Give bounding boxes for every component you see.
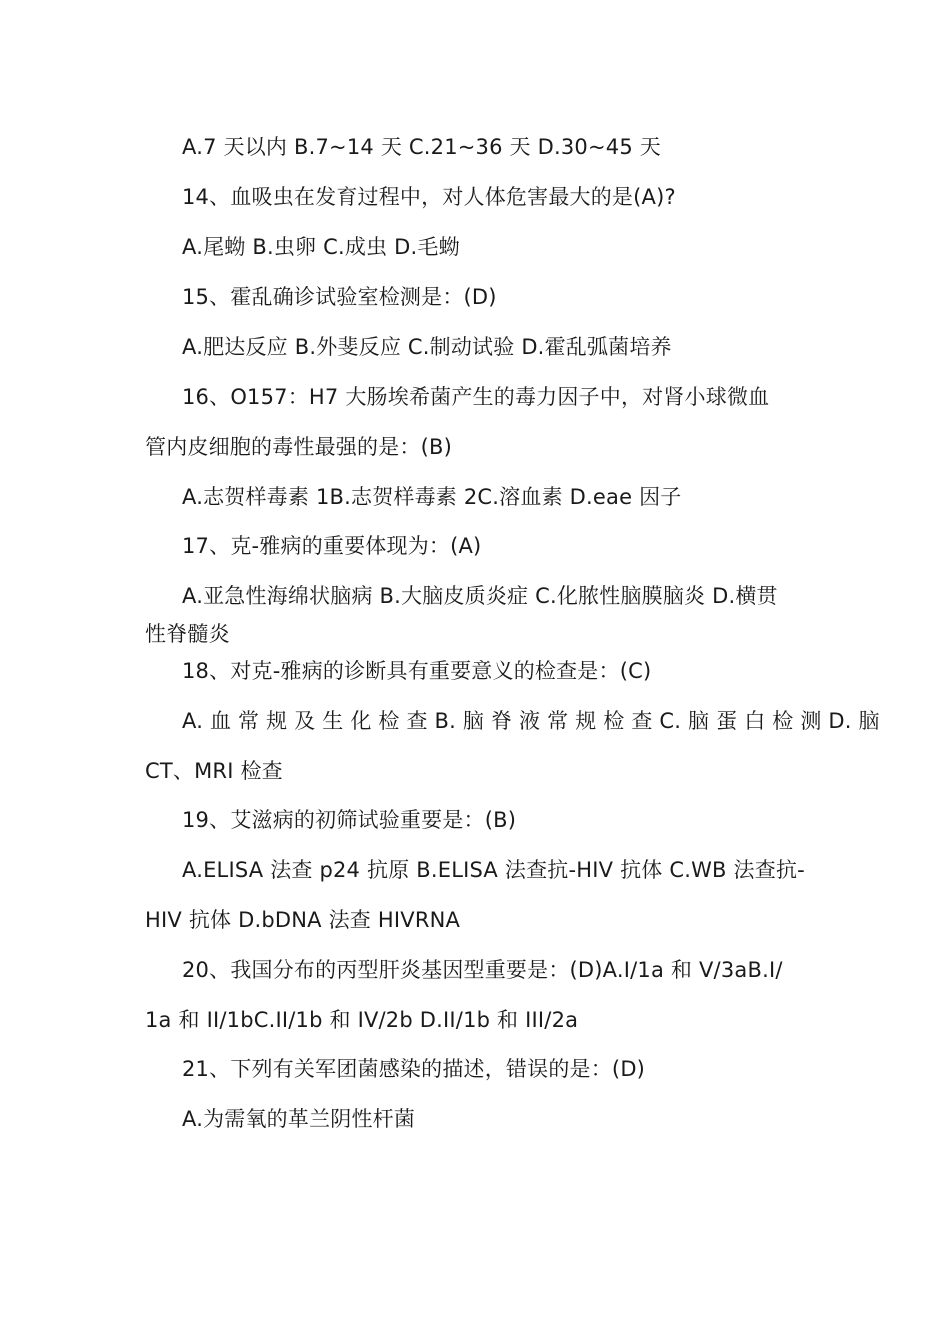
text-line: 管内皮细胞的毒性最强的是：(B): [145, 435, 452, 459]
question-17: 17、克-雅病的重要体现为：(A): [182, 534, 482, 558]
question-14: 14、血吸虫在发育过程中，对人体危害最大的是(A)?: [182, 185, 676, 209]
text-line: A.肥达反应 B.外斐反应 C.制动试验 D.霍乱弧菌培养: [182, 335, 672, 359]
text-line: A. 血 常 规 及 生 化 检 查 B. 脑 脊 液 常 规 检 查 C. 脑 蛋 白 检 测 D. 脑: [182, 709, 880, 733]
question-15: 15、霍乱确诊试验室检测是：(D): [182, 285, 497, 309]
question-21: 21、下列有关军团菌感染的描述，错误的是：(D): [182, 1057, 646, 1081]
text-line: A.尾蚴 B.虫卵 C.成虫 D.毛蚴: [182, 235, 460, 259]
question-16: 16、O157：H7 大肠埃希菌产生的毒力因子中，对肾小球微血: [182, 385, 770, 409]
text-line: A.亚急性海绵状脑病 B.大脑皮质炎症 C.化脓性脑膜脑炎 D.横贯: [182, 584, 778, 608]
question-20: 20、我国分布的丙型肝炎基因型重要是：(D)A.I/1a 和 V/3aB.I/: [182, 958, 783, 982]
text-line: 性脊髓炎: [145, 622, 230, 646]
question-18: 18、对克-雅病的诊断具有重要意义的检查是：(C): [182, 659, 652, 683]
text-line: A.为需氧的革兰阴性杆菌: [182, 1107, 416, 1131]
text-line: A.ELISA 法查 p24 抗原 B.ELISA 法查抗-HIV 抗体 C.WB 法查抗-: [182, 858, 805, 882]
text-line: 1a 和 II/1bC.II/1b 和 IV/2b D.II/1b 和 III/2a: [145, 1008, 579, 1032]
text-line: A.7 天以内 B.7~14 天 C.21~36 天 D.30~45 天: [182, 135, 661, 159]
text-line: A.志贺样毒素 1B.志贺样毒素 2C.溶血素 D.eae 因子: [182, 485, 682, 509]
text-line: CT、MRI 检查: [145, 759, 283, 783]
text-line: HIV 抗体 D.bDNA 法查 HIVRNA: [145, 908, 461, 932]
question-19: 19、艾滋病的初筛试验重要是：(B): [182, 808, 517, 832]
